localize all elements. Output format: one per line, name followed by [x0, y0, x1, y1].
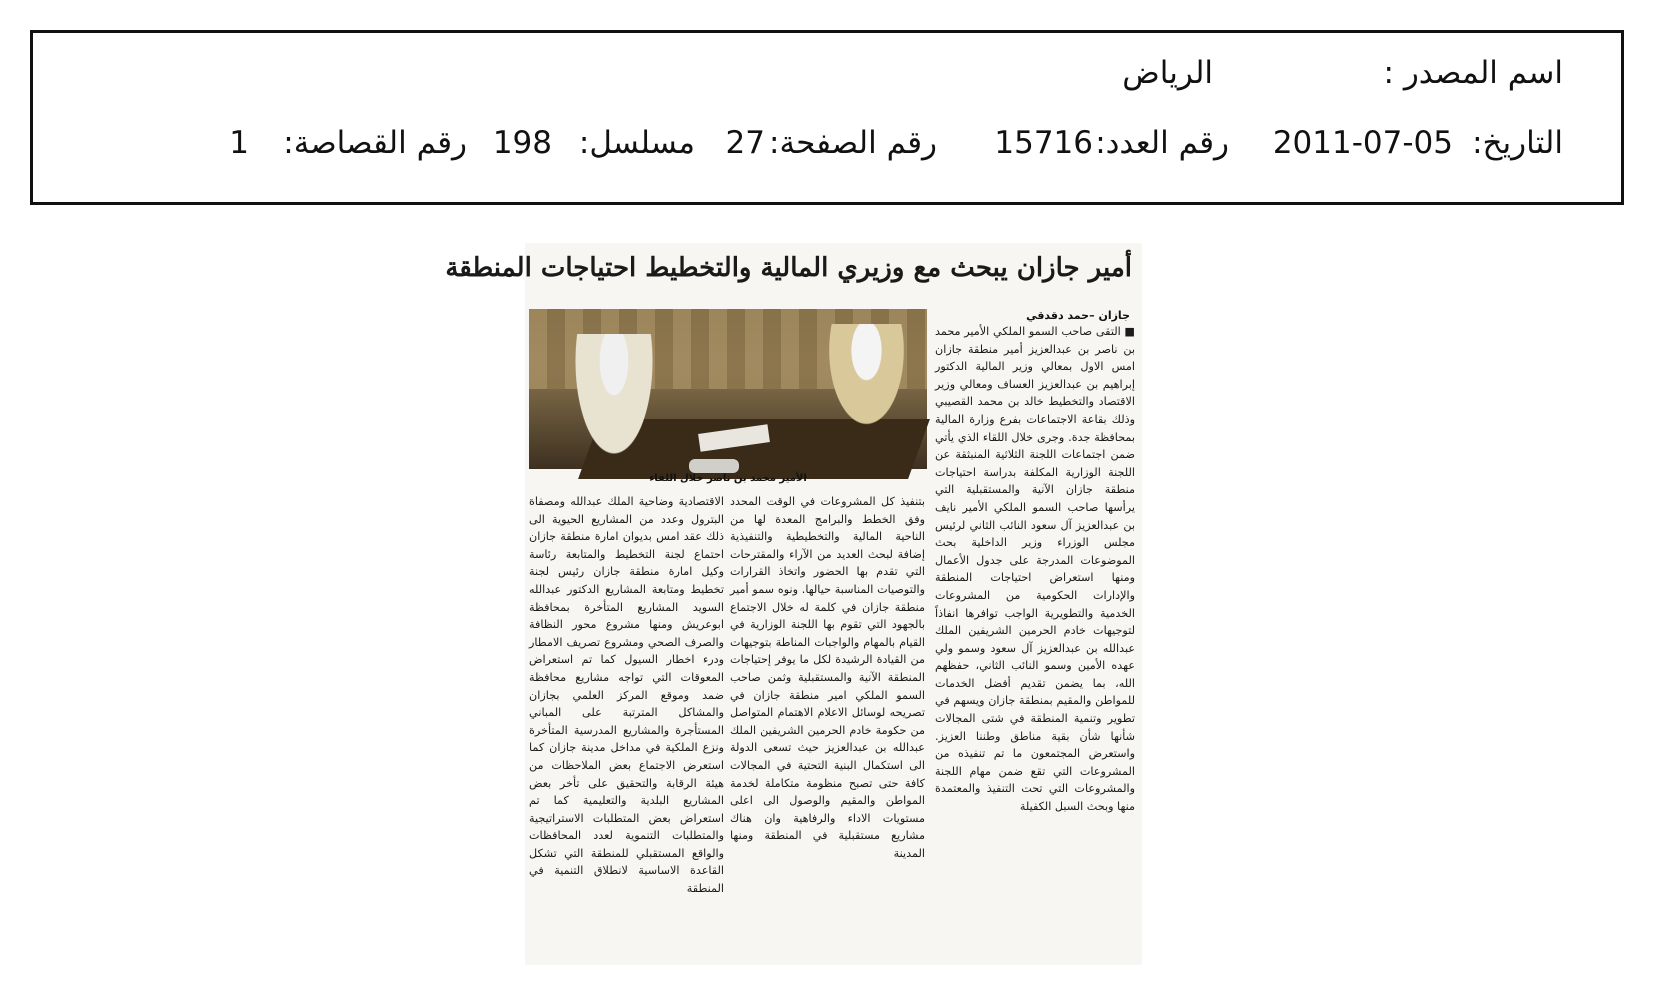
newspaper-clipping: [445, 243, 1142, 965]
column-left-text: الاقتصادية وضاحية الملك عبدالله ومصفاة البترول وعدد من المشاريع الحيوية الى ذلك عقد امس بديوان امارة منطقة جازان احتماع لجنة التخطيط والمتابعة رئاسة وكيل امارة منطقة جازان رئيس لجنة تخطيط ومتابعة المشاريع الدكتور عبدالله السويد المشاريع المتأخرة بمحافظة ابوعريش ومنها مشروع محور النظافة والصرف الصحي ومشروع تصريف الامطار ودرء اخطار السيول كما تم استعراض المعوقات التي تواجه مشاريع محافظة ضمد وموقع المركز العلمي بجازان والمشاكل المترتبة على المباني المستأجرة والمشاريع المدرسية المتأخرة ونزع الملكية في مداخل مدينة جازان كما استعرض الاجتماع بعض الملاحظات من هيئة الرقابة والتحقيق على تأخر بعض المشاريع البلدية والتعليمية كما تم استعراض بعض المتطلبات الاستراتيجية والمتطلبات التنموية لعدد المحافظات والواقع المستقبلي للمنطقة التي تشكل القاعدة الاساسية لانطلاق التنمية في المنطقة: [529, 495, 724, 896]
date-value: 2011-07-05: [1272, 125, 1453, 161]
article-column-left: [529, 493, 724, 963]
photo-caption: الأمير محمد بن ناصر خلال اللقاء: [649, 473, 807, 484]
clip-value: 1: [229, 125, 249, 161]
article-byline: جازان –حمد دقدقي: [1026, 309, 1130, 322]
photo-phone: [689, 459, 739, 473]
serial-label: مسلسل:: [578, 125, 695, 161]
article-column-middle: [730, 493, 925, 963]
photo-person-right: [819, 324, 914, 444]
column-middle-text: بتنفيذ كل المشروعات في الوقت المحدد وفق الخطط والبرامج المعدة لها من الناحية المالية والتخطيطية والتنفيذية إضافة لبحث العديد من الآراء والمقترحات التي تقدم بها الحضور واتخاذ القرارات والتوصيات المناسبة حيالها. ونوه سمو أمير منطقة جازان في كلمة له خلال الاجتماع بالجهود التي تقوم بها اللجنة الوزارية في القيام بالمهام والواجبات المناطة بتوجيهات من القيادة الرشيدة لكل ما يوفر إحتياجات المنطقة الآنية والمستقبلية وثمن صاحب السمو الملكي امير منطقة جازان في تصريحه لوسائل الاعلام الاهتمام المتواصل من حكومة خادم الحرمين الشريفين الملك عبدالله بن عبدالعزيز حيث تسعى الدولة الى استكمال البنية التحتية في المجالات كافة حتى تصبح منظومة متكاملة لخدمة المواطن والمقيم والوصول الى اعلى مستويات الاداء والرفاهية وان هناك مشاريع مستقبلية في المنطقة ومنها المدينة: [730, 495, 925, 860]
issue-label: رقم العدد:: [1095, 125, 1229, 161]
header-box: [30, 30, 1624, 205]
page-label: رقم الصفحة:: [769, 125, 937, 161]
issue-value: 15716: [994, 125, 1093, 161]
column-right-text: ■ التقى صاحب السمو الملكي الأمير محمد بن ناصر بن عبدالعزيز أمير منطقة جازان امس الاول بمعالي وزير المالية الدكتور إبراهيم بن عبدالعزيز العساف ومعالي وزير الاقتصاد والتخطيط خالد بن محمد القصيبي وذلك بقاعة الاجتماعات بفرع وزارة المالية بمحافظة جدة. وجرى خلال اللقاء الذي يأتي ضمن اجتماعات اللجنة الثلاثية المنبثقة عن اللجنة الوزارية المكلفة بدراسة احتياجات منطقة جازان الآنية والمستقبلية التي يرأسها صاحب السمو الملكي الأمير نايف بن عبدالعزيز آل سعود النائب الثاني لرئيس مجلس الوزراء وزير الداخلية بحث الموضوعات المدرجة على جدول الأعمال ومنها استعراض احتياجات المنطقة والإدارات الحكومية من المشروعات الخدمية والتطويرية الواجب توافرها انفاذاً لتوجيهات خادم الحرمين الشريفين الملك عبدالله بن عبدالعزيز آل سعود وسمو ولي عهده الأمين وسمو النائب الثاني، حفظهم الله، بما يضمن تقديم أفضل الخدمات للمواطن والمقيم بمنطقة جازان ويسهم في تطوير وتنمية المنطقة في شتى المجالات شأنها شأن بقية مناطق وطننا العزيز. واستعرض المجتمعون ما تم تنفيذه من المشروعات التي تقع ضمن مهام اللجنة والمشروعات التي تحت التنفيذ والمعتمدة منها وبحث السبل الكفيلة: [935, 325, 1135, 814]
photo-person-left: [569, 334, 659, 469]
article-column-right: [935, 323, 1135, 963]
serial-value: 198: [492, 125, 552, 161]
clip-label: رقم القصاصة:: [283, 125, 467, 161]
source-value: الرياض: [1122, 55, 1213, 91]
article-photo: [529, 309, 927, 469]
date-label: التاريخ:: [1472, 125, 1563, 161]
page-value: 27: [725, 125, 765, 161]
source-label: اسم المصدر :: [1383, 55, 1563, 91]
article-headline: أمير جازان يبحث مع وزيري المالية والتخطيط احتياجات المنطقة: [445, 253, 1132, 283]
